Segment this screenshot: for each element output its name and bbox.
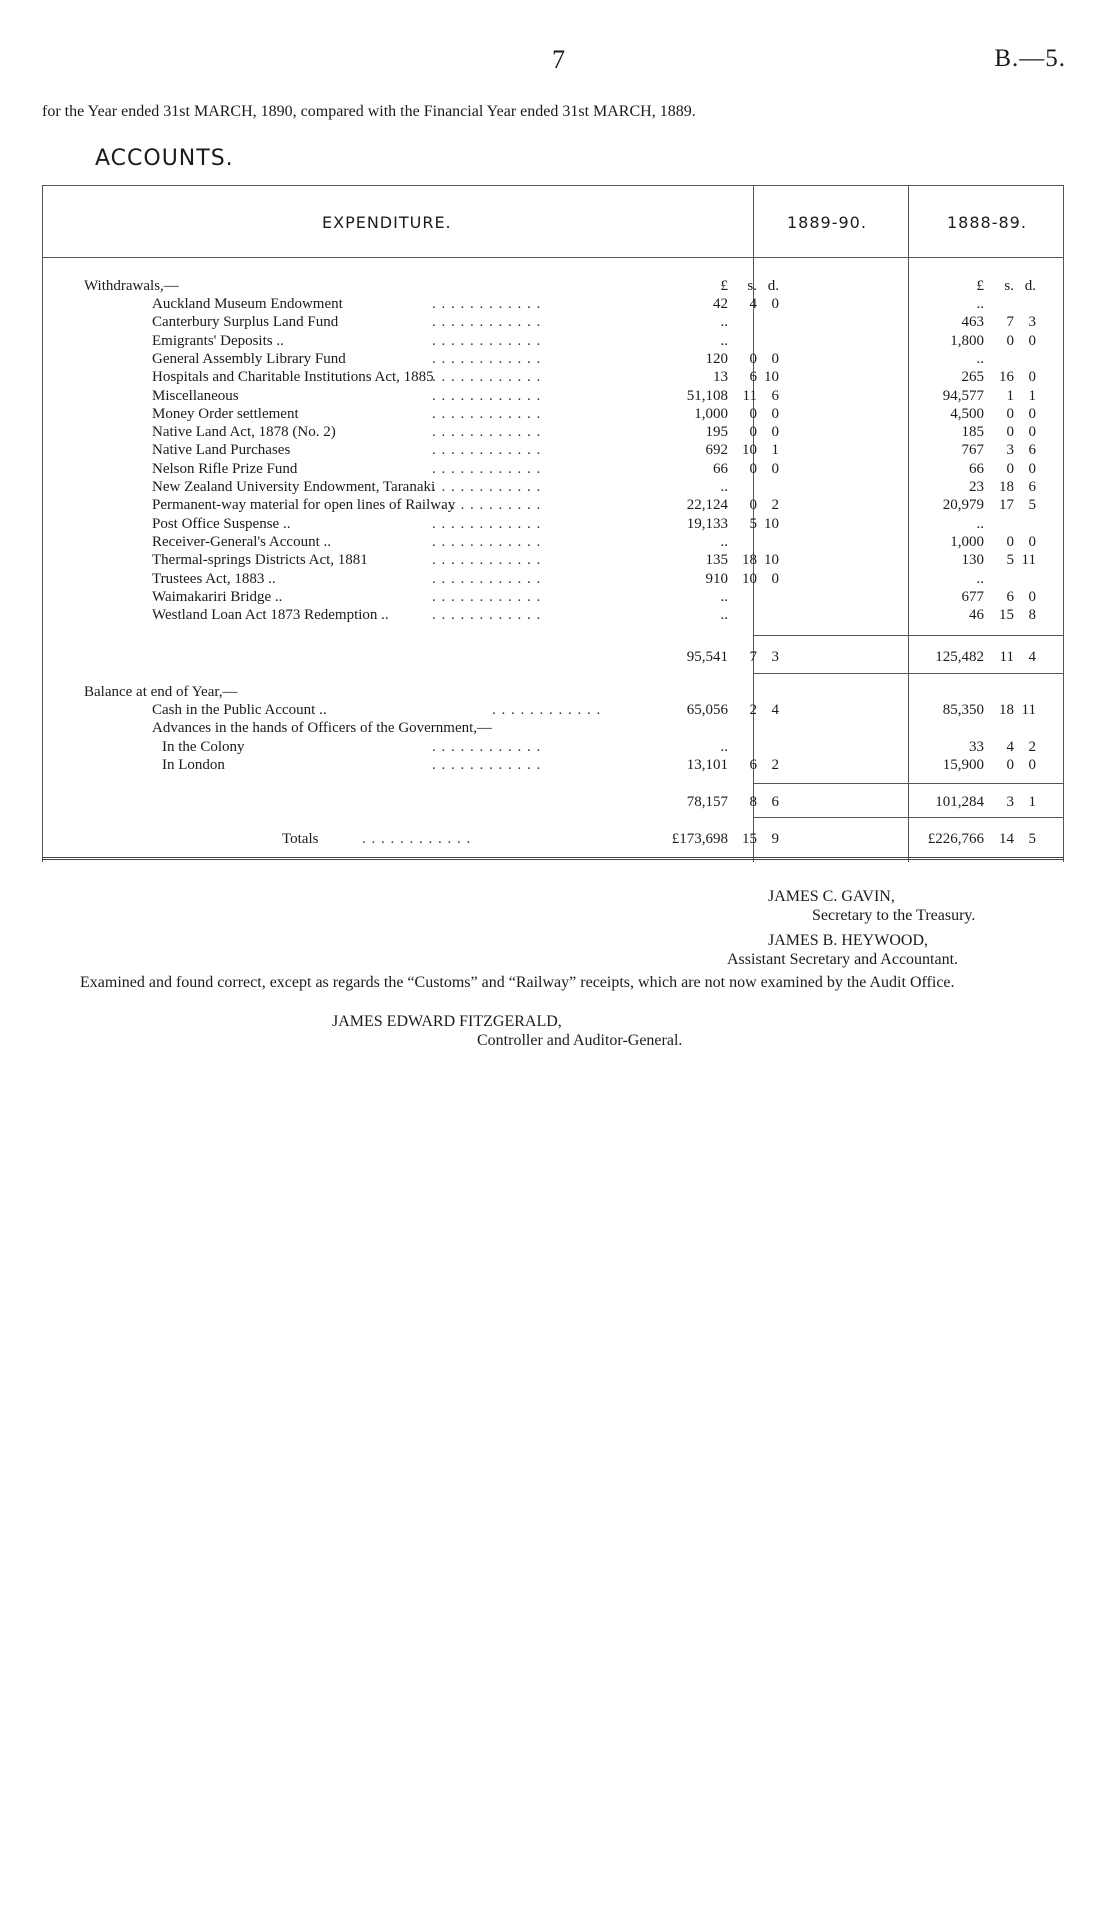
pounds-value: 120 — [705, 350, 728, 367]
pounds-value: 85,350 — [942, 702, 984, 718]
leader-dots: . . . . . . . . . . . . — [432, 460, 542, 477]
leader-dots: . . . . . . . . . . . . — [432, 369, 542, 386]
pounds-value: .. — [720, 739, 728, 755]
pence-unit: d. — [1024, 278, 1036, 294]
leader-dots: . . . . . . . . . . . . — [432, 739, 542, 755]
leader-dots: . . . . . . . . . . . . — [432, 314, 542, 331]
pounds-value: 1,000 — [694, 405, 728, 422]
pounds-value: .. — [720, 588, 728, 605]
signature-title: Assistant Secretary and Accountant. — [727, 951, 959, 968]
pence-value: 6 — [1028, 479, 1036, 495]
pence-value: 0 — [771, 424, 779, 441]
pounds-value: .. — [720, 479, 728, 495]
shillings-value: 0 — [1006, 424, 1014, 441]
subtotal-pounds: 78,157 — [686, 794, 728, 810]
pence-value: 0 — [1028, 588, 1036, 605]
pence-value: 0 — [771, 296, 779, 312]
shillings-value: 11 — [742, 387, 757, 404]
subtotal-shillings: 11 — [999, 649, 1014, 665]
pounds-value: 46 — [969, 607, 984, 624]
subtotal-row — [42, 793, 1064, 811]
leader-dots: . . . . . . . . . . . . — [432, 405, 542, 422]
row-label: Native Land Act, 1878 (No. 2) — [152, 424, 336, 441]
shillings-value: 10 — [742, 442, 757, 459]
total-shillings: 14 — [999, 831, 1014, 847]
pounds-value: 94,577 — [942, 387, 984, 404]
subtotal-pence: 6 — [771, 794, 779, 810]
leader-dots: . . . . . . . . . . . . — [492, 702, 602, 718]
leader-dots: . . . . . . . . . . . . — [432, 588, 542, 605]
pounds-value: 910 — [705, 570, 728, 587]
leader-dots: . . . . . . . . . . . . — [432, 424, 542, 441]
subtotal-pounds: 101,284 — [935, 794, 984, 810]
section-title: Withdrawals,— — [84, 278, 179, 294]
leader-dots: . . . . . . . . . . . . — [432, 533, 542, 550]
shillings-value: 2 — [749, 702, 757, 718]
pounds-value: 23 — [969, 479, 984, 495]
leader-dots: . . . . . . . . . . . . — [432, 570, 542, 587]
pence-value: 2 — [1028, 739, 1036, 755]
signature-name: JAMES B. HEYWOOD, — [768, 932, 928, 949]
row-label: Thermal-springs Districts Act, 1881 — [152, 552, 368, 569]
pounds-value: 677 — [961, 588, 984, 605]
row-label: General Assembly Library Fund — [152, 350, 346, 367]
pence-value: 0 — [771, 405, 779, 422]
signature-name: JAMES EDWARD FITZGERALD, — [332, 1013, 562, 1030]
header-divider — [42, 257, 1064, 258]
pounds-value: 135 — [705, 552, 728, 569]
table-row — [42, 313, 1064, 331]
table-row — [42, 460, 1064, 478]
shillings-value: 0 — [749, 424, 757, 441]
total-pence: 9 — [771, 831, 779, 847]
shillings-value: 3 — [1006, 442, 1014, 459]
row-label: Permanent-way material for open lines of Railway — [152, 497, 456, 514]
pence-value: 11 — [1021, 552, 1036, 569]
leader-dots: . . . . . . . . . . . . — [432, 497, 542, 514]
table-row — [42, 441, 1064, 459]
shillings-value: 0 — [1006, 405, 1014, 422]
table-row — [42, 606, 1064, 624]
pence-value: 3 — [1028, 314, 1036, 331]
table-row — [42, 332, 1064, 350]
leader-dots: . . . . . . . . . . . . — [432, 350, 542, 367]
pence-value: 0 — [1028, 533, 1036, 550]
leader-dots: . . . . . . . . . . . . — [432, 607, 542, 624]
shillings-unit: s. — [1004, 278, 1014, 294]
pence-value: 8 — [1028, 607, 1036, 624]
table-row — [42, 701, 1064, 719]
pence-value: 0 — [1028, 332, 1036, 349]
subtotal-pounds: 95,541 — [686, 649, 728, 665]
pence-value: 10 — [764, 515, 779, 532]
subtotal-pence: 4 — [1028, 649, 1036, 665]
shillings-value: 6 — [749, 369, 757, 386]
table-row — [42, 423, 1064, 441]
table-row — [42, 756, 1064, 774]
pounds-unit: £ — [720, 278, 728, 294]
leader-dots: . . . . . . . . . . . . — [432, 387, 542, 404]
pounds-value: 767 — [961, 442, 984, 459]
shillings-value: 6 — [749, 757, 757, 774]
row-label: Native Land Purchases — [152, 442, 291, 459]
row-label: In London — [162, 757, 225, 774]
pounds-value: .. — [976, 515, 984, 532]
total-pounds: £173,698 — [671, 831, 728, 847]
pounds-value: 19,133 — [686, 515, 728, 532]
page-number: 7 — [552, 45, 565, 74]
row-label: Canterbury Surplus Land Fund — [152, 314, 339, 331]
pounds-value: 463 — [961, 314, 984, 331]
subtotal-shillings: 3 — [1006, 794, 1014, 810]
pounds-value: 42 — [713, 296, 728, 312]
table-row — [42, 551, 1064, 569]
shillings-value: 0 — [1006, 460, 1014, 477]
pence-value: 0 — [771, 460, 779, 477]
pence-value: 0 — [1028, 757, 1036, 774]
document-code: B.—5. — [994, 45, 1066, 72]
table-row — [42, 738, 1064, 756]
pounds-value: .. — [720, 533, 728, 550]
totals-label: Totals — [282, 831, 319, 847]
row-label: Westland Loan Act 1873 Redemption .. — [152, 607, 389, 624]
pounds-value: 20,979 — [942, 497, 984, 514]
section-heading: ACCOUNTS. — [95, 146, 234, 171]
shillings-value: 18 — [742, 552, 757, 569]
row-label: Auckland Museum Endowment — [152, 296, 343, 312]
total-pence: 5 — [1028, 831, 1036, 847]
pounds-value: 4,500 — [950, 405, 984, 422]
pounds-value: 1,800 — [950, 332, 984, 349]
pence-value: 2 — [771, 497, 779, 514]
shillings-value: 6 — [1006, 588, 1014, 605]
pounds-value: .. — [976, 350, 984, 367]
subtotal-rule — [753, 635, 1064, 636]
page-subtitle: for the Year ended 31st MARCH, 1890, compared with the Financial Year ended 31st MARCH, 1889. — [42, 103, 696, 120]
pounds-value: 66 — [713, 460, 728, 477]
shillings-value: 5 — [1006, 552, 1014, 569]
header-year-1889-90: 1889-90. — [787, 213, 867, 232]
leader-dots: . . . . . . . . . . . . — [432, 332, 542, 349]
table-row — [42, 350, 1064, 368]
leader-dots: . . . . . . . . . . . . — [432, 515, 542, 532]
pounds-unit: £ — [976, 278, 984, 294]
shillings-value: 15 — [999, 607, 1014, 624]
subtotal-shillings: 7 — [749, 649, 757, 665]
pence-value: 2 — [771, 757, 779, 774]
table-row — [42, 496, 1064, 514]
row-label: Post Office Suspense .. — [152, 515, 291, 532]
pounds-value: 1,000 — [950, 533, 984, 550]
signature-name: JAMES C. GAVIN, — [768, 888, 895, 905]
subtotal-pence: 3 — [771, 649, 779, 665]
pounds-value: 692 — [705, 442, 728, 459]
row-label: In the Colony — [162, 739, 245, 755]
leader-dots: . . . . . . . . . . . . — [432, 479, 542, 495]
shillings-value: 18 — [999, 479, 1014, 495]
pounds-value: .. — [720, 607, 728, 624]
row-label: Trustees Act, 1883 .. — [152, 570, 276, 587]
table-bottom-rule — [42, 857, 1064, 860]
pence-value: 1 — [771, 442, 779, 459]
pounds-value: 185 — [961, 424, 984, 441]
audit-note — [42, 973, 1072, 992]
pence-unit: d. — [767, 278, 779, 294]
shillings-value: 5 — [749, 515, 757, 532]
shillings-value: 4 — [1006, 739, 1014, 755]
subtotal-pence: 1 — [1028, 794, 1036, 810]
row-label: New Zealand University Endowment, Taranaki — [152, 479, 436, 495]
row-label: Waimakariri Bridge .. — [152, 588, 283, 605]
pence-value: 0 — [1028, 424, 1036, 441]
pence-value: 10 — [764, 552, 779, 569]
subsection-title: Advances in the hands of Officers of the Government,— — [152, 720, 493, 736]
row-label: Nelson Rifle Prize Fund — [152, 460, 298, 477]
shillings-value: 16 — [999, 369, 1014, 386]
table-row — [42, 295, 1064, 313]
pounds-value: .. — [720, 314, 728, 331]
row-label: Money Order settlement — [152, 405, 299, 422]
pounds-value: 195 — [705, 424, 728, 441]
subtotal-row — [42, 648, 1064, 666]
subtotal-shillings: 8 — [749, 794, 757, 810]
subtotal-rule — [753, 817, 1064, 818]
subsection-title-row — [42, 719, 1064, 737]
shillings-value: 18 — [999, 702, 1014, 718]
leader-dots: . . . . . . . . . . . . — [432, 442, 542, 459]
subtotal-rule — [753, 783, 1064, 784]
pounds-value: .. — [720, 332, 728, 349]
shillings-value: 1 — [1006, 387, 1014, 404]
shillings-value: 17 — [999, 497, 1014, 514]
section-title-row — [42, 277, 1064, 295]
pence-value: 0 — [771, 570, 779, 587]
pounds-value: 13 — [713, 369, 728, 386]
total-shillings: 15 — [742, 831, 757, 847]
pence-value: 0 — [1028, 369, 1036, 386]
row-label: Cash in the Public Account .. — [152, 702, 327, 718]
pounds-value: 22,124 — [686, 497, 728, 514]
pence-value: 6 — [771, 387, 779, 404]
expenditure-table — [42, 185, 1064, 862]
row-label: Emigrants' Deposits .. — [152, 332, 284, 349]
pence-value: 0 — [1028, 405, 1036, 422]
pounds-value: 33 — [969, 739, 984, 755]
shillings-value: 7 — [1006, 314, 1014, 331]
shillings-unit: s. — [747, 278, 757, 294]
table-row — [42, 515, 1064, 533]
pounds-value: 130 — [961, 552, 984, 569]
shillings-value: 0 — [1006, 757, 1014, 774]
leader-dots: . . . . . . . . . . . . — [432, 757, 542, 774]
table-row — [42, 405, 1064, 423]
totals-row — [42, 830, 1064, 848]
signature-title: Secretary to the Treasury. — [812, 907, 976, 924]
pounds-value: .. — [976, 570, 984, 587]
row-label: Receiver-General's Account .. — [152, 533, 331, 550]
table-row — [42, 387, 1064, 405]
shillings-value: 0 — [749, 460, 757, 477]
header-year-1888-89: 1888-89. — [947, 213, 1027, 232]
table-row — [42, 533, 1064, 551]
table-row — [42, 478, 1064, 496]
pounds-value: 65,056 — [686, 702, 728, 718]
pounds-value: .. — [976, 296, 984, 312]
section-title: Balance at end of Year,— — [84, 684, 238, 700]
pence-value: 0 — [1028, 460, 1036, 477]
leader-dots: . . . . . . . . . . . . — [432, 552, 542, 569]
pence-value: 1 — [1028, 387, 1036, 404]
pounds-value: 51,108 — [686, 387, 728, 404]
shillings-value: 0 — [749, 350, 757, 367]
section-title-row — [42, 683, 1064, 701]
shillings-value: 0 — [749, 497, 757, 514]
shillings-value: 10 — [742, 570, 757, 587]
pence-value: 11 — [1021, 702, 1036, 718]
shillings-value: 0 — [1006, 533, 1014, 550]
pounds-value: 13,101 — [686, 757, 728, 774]
subtotal-pounds: 125,482 — [935, 649, 984, 665]
pence-value: 6 — [1028, 442, 1036, 459]
signature-title: Controller and Auditor-General. — [477, 1032, 683, 1049]
shillings-value: 0 — [749, 405, 757, 422]
subtotal-rule — [753, 673, 1064, 674]
leader-dots: . . . . . . . . . . . . — [362, 831, 472, 847]
total-pounds: £226,766 — [927, 831, 984, 847]
table-row — [42, 570, 1064, 588]
shillings-value: 4 — [749, 296, 757, 312]
pounds-value: 265 — [961, 369, 984, 386]
header-expenditure: EXPENDITURE. — [322, 213, 452, 232]
shillings-value: 0 — [1006, 332, 1014, 349]
table-row — [42, 588, 1064, 606]
leader-dots: . . . . . . . . . . . . — [432, 296, 542, 312]
pence-value: 0 — [771, 350, 779, 367]
pence-value: 5 — [1028, 497, 1036, 514]
row-label: Miscellaneous — [152, 387, 239, 404]
table-row — [42, 368, 1064, 386]
pence-value: 10 — [764, 369, 779, 386]
row-label: Hospitals and Charitable Institutions Act, 1885 — [152, 369, 434, 386]
pounds-value: 15,900 — [942, 757, 984, 774]
audit-note-text: Examined and found correct, except as regards the “Customs” and “Railway” receipts, which are not now examined by the Audit Office. — [80, 974, 955, 991]
pounds-value: 66 — [969, 460, 984, 477]
pence-value: 4 — [771, 702, 779, 718]
